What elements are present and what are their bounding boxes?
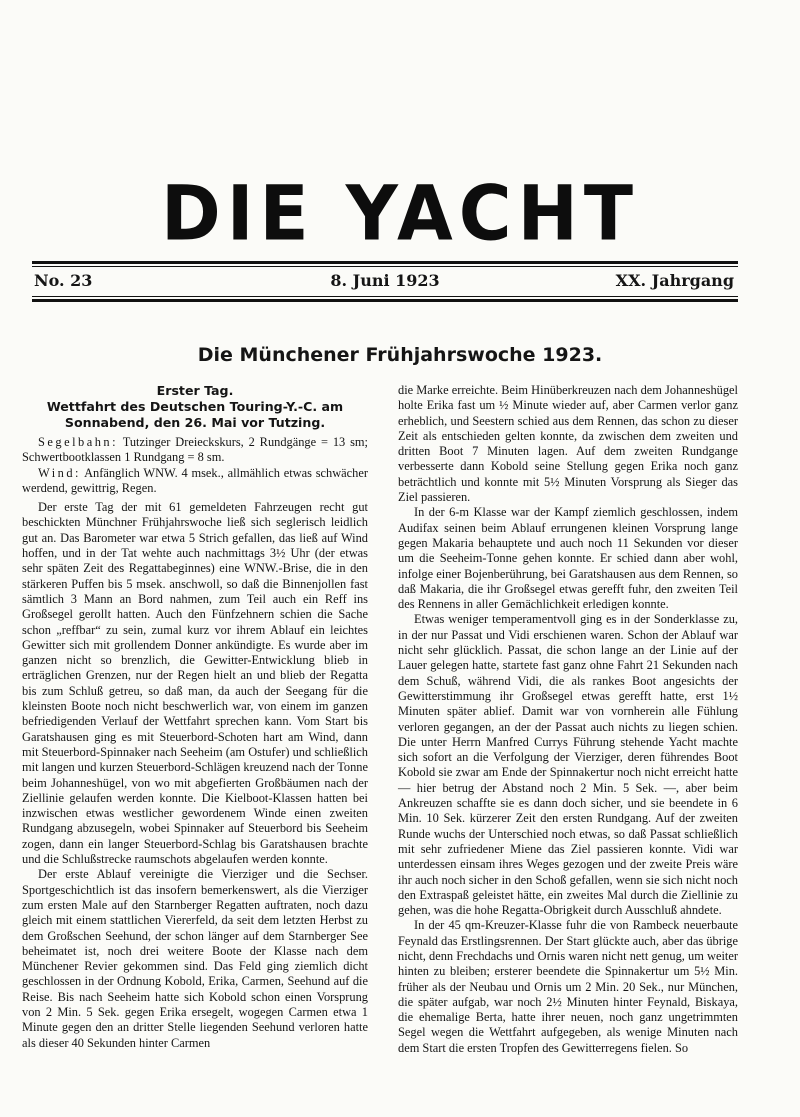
segelbahn-label: Segelbahn: <box>38 435 119 449</box>
wind-label: Wind: <box>38 465 81 480</box>
column-left <box>22 383 368 1051</box>
paragraph: Der erste Ablauf vereinigte die Vierziger und die Sechser. Sportgeschichtlich ist das insofern bemerkenswert, als die Vierziger zum ersten Male auf den Starnberger Regatten auftraten, noch dazu gleich mit einem stattlichen Viererfeld, da seit dem letzten Herbst zu dem Großschen Seehund, der schon länger auf dem Starnberger See beheimatet ist, noch drei weitere Boote der Klasse nach dem Münchener Revier gekommen sind. Das Feld ging ziemlich dicht geschlossen in der Ordnung Kobold, Erika, Carmen, Seehund auf die Reise. Bis nach Seeheim hatte sich Kobold schon einen Vorsprung von 2 Min. 5 Sek. gegen Erika ersegelt, wogegen Carmen etwa 1 Minute gegen den an dritter Stelle liegenden Seehund verloren hatte als dieser 40 Sekunden hinter Carmen <box>22 867 368 1050</box>
issue-number: No. 23 <box>34 271 93 290</box>
paragraph: Etwas weniger temperamentvoll ging es in der Sonderklasse zu, in der nur Passat und Vidi erschienen waren. Schon der Ablauf war nicht sehr glücklich. Passat, die schon lange an der Linie auf der Lauer gelegen hatte, startete fast ganz ohne Fahrt 21 Sekunden nach dem Schuß, während Vidi, die als rankes Boot angesichts der Gewitterstimmung ihr Großsegel etwas gerefft hatte, erst 1½ Minuten später ablief. Damit war von vornherein alle Fühlung verloren gegangen, an der der Passat auch nichts zu liegen schien. Die unter Herrn Manfred Currys Führung stehende Yacht machte sich sofort an die Verfolgung der Vierziger, deren führendes Boot Kobold sie zwar am Ende der Spinnakertur noch nicht erreicht hatte — hier betrug der Abstand noch 2 Min. 5 Sek. —, aber beim Ankreuzen schaffte sie es dann doch sicher, und sie beendete in 6 Min. 10 Sek. kürzerer Zeit den ersten Rundgang. Auf der zweiten Runde wuchs der Unterschied noch etwas, so daß Passat schließlich mit sehr zufriedener Miene das Ziel passieren konnte. Vidi war unterdessen einsam ihres Weges gezogen und der zweite Preis wäre ihr auch noch sicher in den Schoß gefallen, wenn sie sich nicht noch den Extraspaß geleistet hätte, ein zweites Mal durch die Ziellinie zu gehen, was die hohe Regatta-Obrigkeit durch Ausschluß ahndete. <box>398 612 738 918</box>
day-heading: Erster Tag. <box>156 383 234 398</box>
header-rule-lower-thin <box>32 296 738 297</box>
paragraph: Der erste Tag der mit 61 gemeldeten Fahrzeugen recht gut beschickten Münchner Frühjahrswoche ließ sich seglerisch leidlich gut an. Das Barometer war etwa 5 Strich gefallen, das ließ auf Wind hoffen, und in der Tat wehte auch nachmittags 3½ Uhr (der etwas sehr späten Zeit des Regattabeginnes) eine WNW.-Brise, die in den stärkeren Puffen bis 5 msek. anschwoll, so daß die Binnenjollen fast sämtlich 3 Mann an Bord nahmen, zum Teil auch ein Reff ins Großsegel gerollt hatten. Auch den Fünfzehnern schien die Sache schon „reffbar“ zu sein, zumal kurz vor ihrem Ablauf ein leichtes Gewitter sich mit grollendem Donner ankündigte. Es wurde aber im ganzen nicht so brenzlich, die Gewitter-Entwicklung blieb in erträglichen Grenzen, nur der Regen hielt an und blieb der Regatta bis zum Schluß getreu, so daß man, da auch der Seegang für die kleinsten Boote noch nicht beschwerlich war, von einem im ganzen befriedigenden Verlauf der Wettfahrt sprechen kann. Vom Start bis Garatshausen ging es mit Steuerbord-Schoten hart am Wind, dann mit Steuerbord-Spinnaker nach Seeheim (am Ostufer) und schließlich mit langen und kurzen Steuerbord-Schlägen kreuzend nach der Tonne beim Johanneshügel, von wo mit abgefierten Großbäumen nach der Ziellinie gelaufen werden konnte. Die Kielboot-Klassen hatten bei inzwischen etwas westlicher gewordenem Winde einen zweiten Rundgang abzusegeln, wobei Spinnaker auf Steuerbord bis Seeheim zogen, dann ein langer Steuerbord-Schlag bis Garatshausen brachte und die Schlußstrecke raumschots abgelaufen werden konnte. <box>22 500 368 867</box>
masthead-title: DIE YACHT <box>161 168 639 258</box>
header-rule-thin <box>32 266 738 267</box>
issue-date: 8. Juni 1923 <box>330 271 440 290</box>
segelbahn-paragraph <box>22 435 368 466</box>
paragraph: In der 6-m Klasse war der Kampf ziemlich geschlossen, indem Audifax seinen beim Ablauf errungenen kleinen Vorsprung lange gegen Makaria behauptete und auch noch 11 Sekunden vor dieser um die Seeheim-Tonne gehen konnte. Er schied dann aber wohl, infolge einer Bojenberührung, bei Garatshausen aus dem Rennen, so daß Makaria, die ihr Großsegel etwas gerefft fuhr, den zweiten Teil des Rennens in aller Gemächlichkeit erledigen konnte. <box>398 505 738 612</box>
wind-text: Anfänglich WNW. 4 msek., allmählich etwas schwächer werdend, gewittrig, Regen. <box>22 465 368 495</box>
segelbahn-text: Tutzinger Dreieckskurs, 2 Rundgänge = 13 sm; Schwertbootklassen 1 Rundgang = 8 sm. <box>22 435 368 465</box>
header-rule <box>32 261 738 264</box>
header-rule-lower <box>32 299 738 302</box>
race-heading: Wettfahrt des Deutschen Touring-Y.-C. am Sonnabend, den 26. Mai vor Tutzing. <box>46 399 344 430</box>
paragraph: die Marke erreichte. Beim Hinüberkreuzen nach dem Johanneshügel holte Erika fast um ½ Minute wieder auf, aber Carmen verlor ganz erheblich, und Seestern schied aus dem Rennen, das schon zu dieser Zeit als entschieden gelten konnte, da zwischen dem zweiten und dritten Boot 7 Minuten lagen. Auf dem zweiten Rundgange verbesserte dann Kobold seine Stellung gegen Erika noch ganz beträchtlich und konnte mit 5½ Minuten Vorsprung als Sieger das Ziel passieren. <box>398 383 738 505</box>
issue-volume: XX. Jahrgang <box>615 271 734 290</box>
paragraph: In der 45 qm-Kreuzer-Klasse fuhr die von Rambeck neuerbaute Feynald das Erstlingsrennen. Der Start glückte auch, aber das übrige nicht, denn Frechdachs und Ornis waren nicht nett genug, um weiter hinten zu bleiben; ersterer beendete die Spinnakertur um 5½ Min. früher als der Neubau und Ornis um 2 Min. 20 Sek., nur München, die später aufgab, war noch 2½ Minuten hinter Feynald, Biskaya, die ehemalige Berta, hatte ihrer neuen, noch ganz ungetrimmten Segel wegen die Wettfahrt aufgegeben, als wenige Minuten nach dem Start die ersten Tropfen des Gewitterregens fielen. So <box>398 918 738 1055</box>
column-right <box>398 383 738 1056</box>
article-title: Die Münchener Frühjahrswoche 1923. <box>197 344 603 366</box>
wind-paragraph <box>22 466 368 497</box>
